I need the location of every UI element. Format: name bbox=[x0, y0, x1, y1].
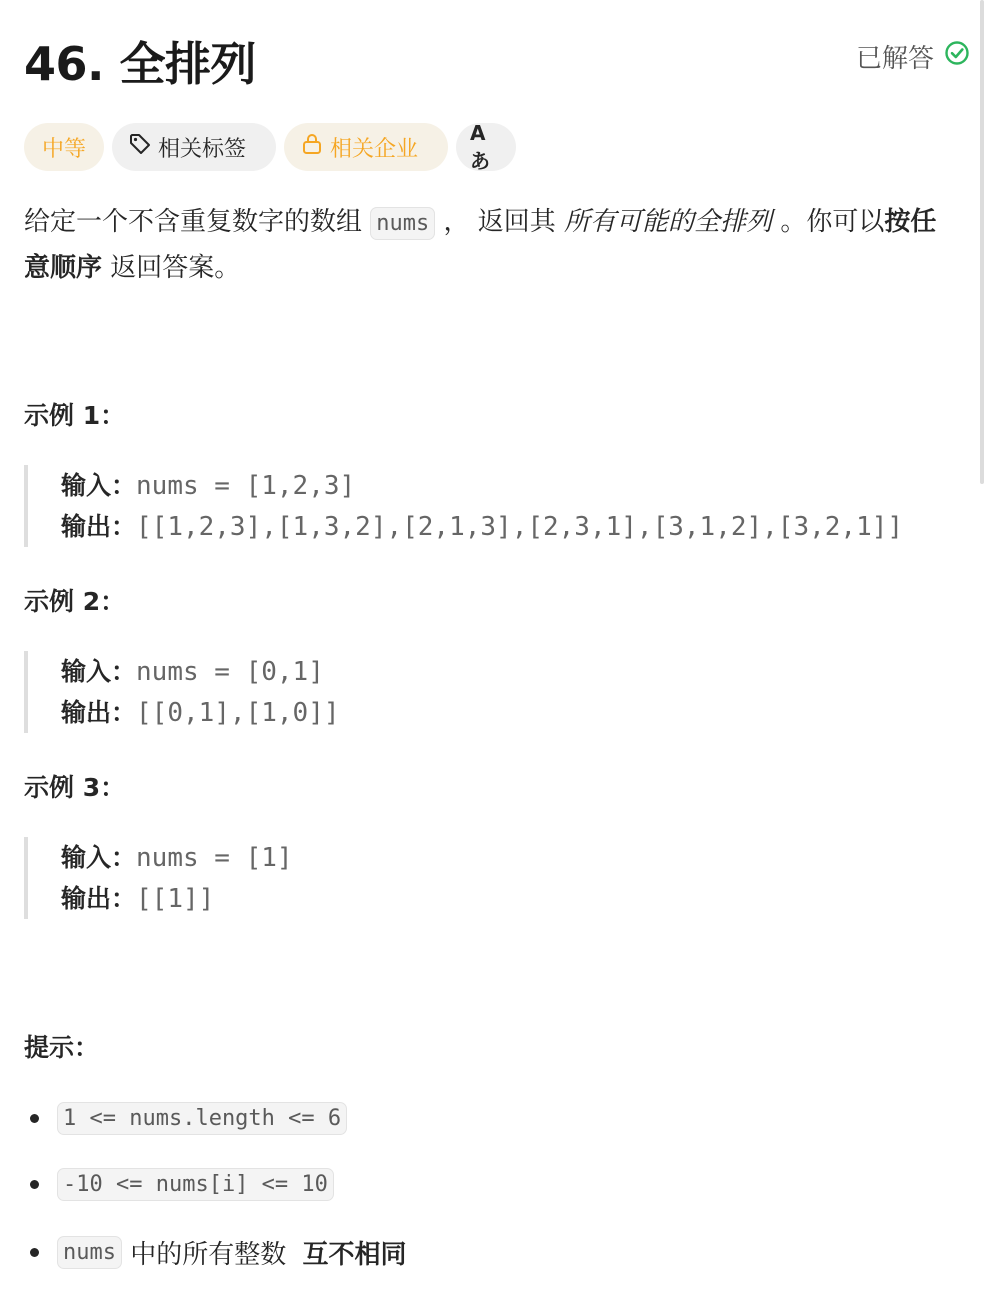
related-tags-button[interactable] bbox=[112, 123, 276, 171]
lock-icon bbox=[300, 132, 324, 162]
hint-text: 中的所有整数 bbox=[121, 1240, 295, 1270]
hint-code: nums bbox=[57, 1236, 122, 1269]
example-2-input bbox=[61, 651, 340, 692]
hint-code: 1 <= nums.length <= 6 bbox=[57, 1102, 347, 1135]
input-label: 输入： bbox=[61, 843, 137, 872]
solved-label: 已解答 bbox=[855, 44, 934, 74]
hint-bold: 互不相同 bbox=[302, 1240, 407, 1270]
problem-description bbox=[24, 200, 954, 290]
related-companies-button[interactable] bbox=[284, 123, 448, 171]
hint-item bbox=[30, 1234, 407, 1271]
output-label: 输出： bbox=[61, 884, 137, 913]
example-1-output-value: [[1,2,3],[1,3,2],[2,1,3],[2,3,1],[3,1,2],[3,2,1]] bbox=[136, 512, 904, 542]
input-label: 输入： bbox=[61, 657, 137, 686]
example-3-input bbox=[61, 837, 293, 878]
description-text-3: 。你可以 bbox=[772, 207, 885, 237]
translate-button[interactable] bbox=[456, 120, 516, 173]
description-text-1: 给定一个不含重复数字的数组 bbox=[24, 207, 371, 237]
hint-code: -10 <= nums[i] <= 10 bbox=[57, 1168, 334, 1201]
output-label: 输出： bbox=[61, 512, 137, 541]
example-1-input-value: nums = [1,2,3] bbox=[136, 471, 356, 501]
example-2-input-value: nums = [0,1] bbox=[136, 657, 324, 687]
bullet-icon bbox=[30, 1248, 39, 1257]
check-circle-icon bbox=[944, 40, 970, 73]
related-tags-label: 相关标签 bbox=[158, 136, 247, 162]
difficulty-badge[interactable] bbox=[24, 123, 104, 171]
example-1-input bbox=[61, 465, 903, 506]
example-2-title: 示例 2： bbox=[24, 587, 126, 616]
translate-icon: Aあ bbox=[470, 120, 490, 173]
example-3-input-value: nums = [1] bbox=[136, 843, 293, 873]
description-text-2: ， 返回其 bbox=[435, 207, 565, 237]
related-companies-label: 相关企业 bbox=[330, 136, 419, 162]
bullet-icon bbox=[30, 1180, 39, 1189]
input-label: 输入： bbox=[61, 471, 137, 500]
hint-item bbox=[30, 1102, 347, 1135]
example-3-output bbox=[61, 878, 293, 919]
bullet-icon bbox=[30, 1114, 39, 1123]
solved-status bbox=[856, 38, 970, 75]
example-1-title: 示例 1： bbox=[24, 401, 126, 430]
scrollbar[interactable] bbox=[980, 0, 984, 484]
hints-title: 提示： bbox=[24, 1033, 100, 1062]
output-label: 输出： bbox=[61, 698, 137, 727]
difficulty-label: 中等 bbox=[41, 136, 86, 162]
description-bold: 按任意顺序 bbox=[24, 207, 937, 283]
example-3-output-value: [[1]] bbox=[136, 884, 215, 914]
example-2-block bbox=[24, 651, 340, 733]
example-2-output bbox=[61, 692, 340, 733]
example-2-output-value: [[0,1],[1,0]] bbox=[136, 698, 340, 728]
example-1-block bbox=[24, 465, 903, 547]
description-emphasis: 所有可能的全排列 bbox=[564, 207, 773, 237]
example-1-output bbox=[61, 506, 903, 547]
hint-item bbox=[30, 1168, 334, 1201]
example-3-block bbox=[24, 837, 293, 919]
description-text-4: 返回答案。 bbox=[102, 253, 241, 283]
tag-icon bbox=[128, 132, 152, 162]
inline-code-nums: nums bbox=[370, 207, 435, 240]
problem-title: 46. 全排列 bbox=[24, 37, 257, 91]
example-3-title: 示例 3： bbox=[24, 773, 126, 802]
problem-header bbox=[24, 24, 970, 91]
tag-bar bbox=[24, 120, 516, 173]
